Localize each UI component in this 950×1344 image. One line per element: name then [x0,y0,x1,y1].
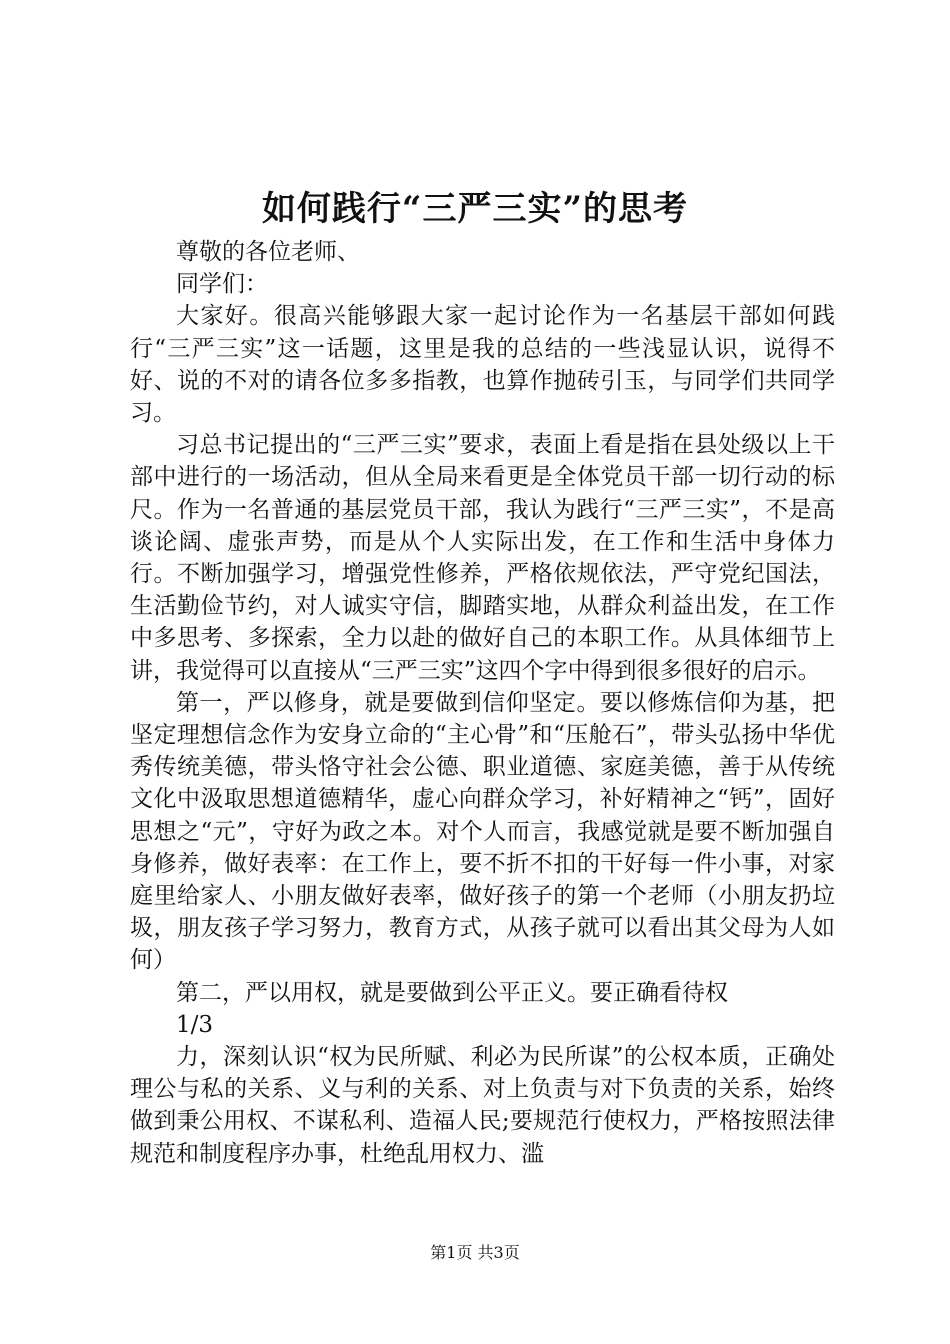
body-paragraph: 力，深刻认识“权为民所赋、利必为民所谋”的公权本质，正确处理公与私的关系、义与利的关系、对上负责与对下负责的关系，始终做到秉公用权、不谋私利、造福人民;要规范行使权力，严格按照法律规范和制度程序办事，杜绝乱用权力、滥 [130,1044,835,1167]
body-paragraph: 习总书记提出的“三严三实”要求，表面上看是指在县处级以上干部中进行的一场活动，但从全局来看更是全体党员干部一切行动的标尺。作为一名普通的基层党员干部，我认为践行“三严三实”，不是高谈论阔、虚张声势，而是从个人实际出发，在工作和生活中身体力行。不断加强学习，增强党性修养，严格依规依法，严守党纪国法，生活勤俭节约，对人诚实守信，脚踏实地，从群众利益出发，在工作中多思考、多探索，全力以赴的做好自己的本职工作。从具体细节上讲，我觉得可以直接从“三严三实”这四个字中得到很多很好的启示。 [130,432,835,684]
body-paragraph: 大家好。很高兴能够跟大家一起讨论作为一名基层干部如何践行“三严三实”这一话题，这里是我的总结的一些浅显认识，说得不好、说的不对的请各位多多指教，也算作抛砖引玉，与同学们共同学习。 [130,303,835,427]
document-body [130,236,835,1170]
salutation-line: 同学们： [176,271,268,298]
salutation-line: 尊敬的各位老师、 [176,239,360,265]
body-paragraph: 第二，严以用权，就是要做到公平正义。要正确看待权 [176,979,728,1006]
inline-page-mark: 1/3 [176,1011,214,1038]
document-title: 如何践行“三严三实”的思考 [261,189,689,229]
page-footer: 第1页 共3页 [430,1243,520,1262]
body-paragraph: 第一，严以修身，就是要做到信仰坚定。要以修炼信仰为基，把坚定理想信念作为安身立命的“主心骨”和“压舱石”，带头弘扬中华优秀传统美德，带头恪守社会公德、职业道德、家庭美德，善于从传统文化中汲取思想道德精华，虚心向群众学习，补好精神之“钙”，固好思想之“元”，守好为政之本。对个人而言，我感觉就是要不断加强自身修养，做好表率：在工作上，要不折不扣的干好每一件小事，对家庭里给家人、小朋友做好表率，做好孩子的第一个老师（小朋友扔垃圾，朋友孩子学习努力，教育方式，从孩子就可以看出其父母为人如何） [130,689,835,974]
